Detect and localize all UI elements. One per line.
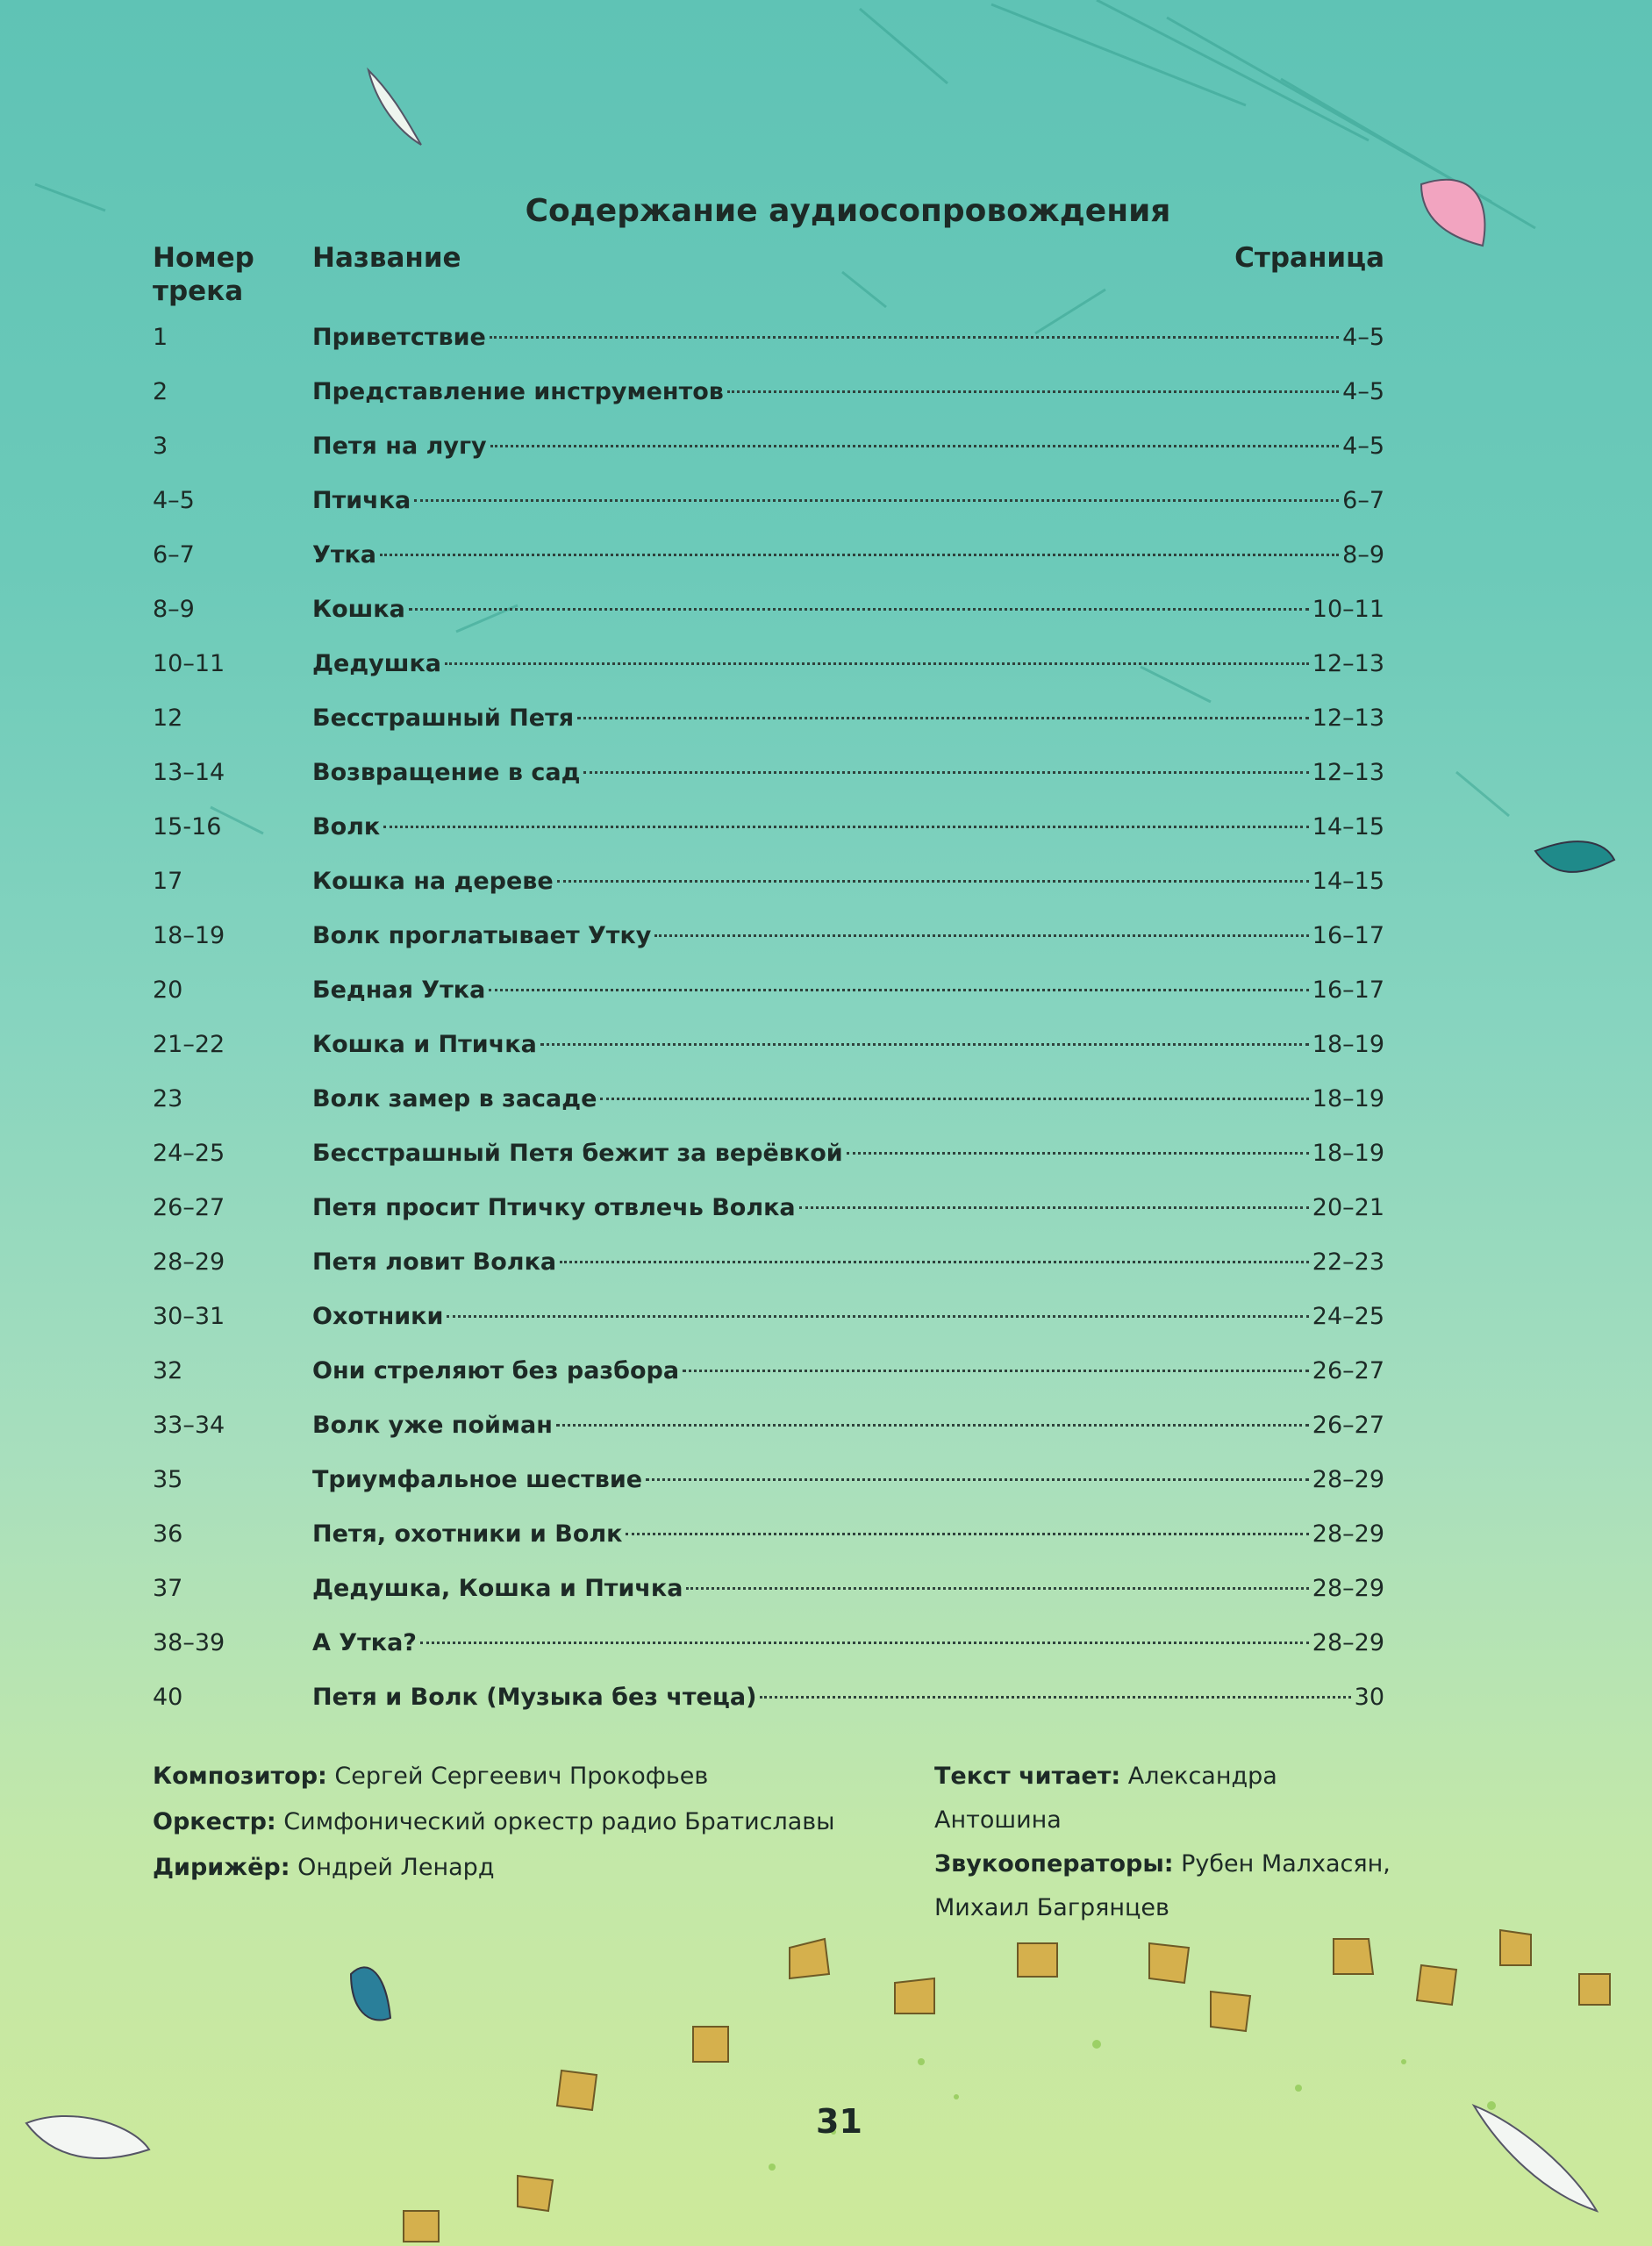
track-page: 28–29 bbox=[1312, 1466, 1384, 1493]
track-row bbox=[153, 588, 1384, 642]
track-name: Приветствие bbox=[312, 324, 486, 351]
track-row bbox=[153, 1349, 1384, 1404]
dot-leader bbox=[490, 445, 1339, 447]
track-page: 12–13 bbox=[1312, 705, 1384, 732]
track-name: Волк замер в засаде bbox=[312, 1085, 597, 1112]
track-page: 26–27 bbox=[1312, 1412, 1384, 1439]
dot-leader bbox=[583, 771, 1308, 774]
credit-label: Текст читает: bbox=[934, 1763, 1121, 1790]
track-name: Бедная Утка bbox=[312, 976, 486, 1004]
track-name: Волк проглатывает Утку bbox=[312, 922, 652, 949]
track-name: Возвращение в сад bbox=[312, 759, 581, 786]
track-row bbox=[153, 1567, 1384, 1621]
dot-leader bbox=[556, 1424, 1309, 1427]
credit-label: Композитор: bbox=[153, 1763, 327, 1790]
track-row bbox=[153, 697, 1384, 751]
track-page: 10–11 bbox=[1312, 596, 1384, 623]
track-number: 28–29 bbox=[153, 1248, 225, 1276]
dot-leader bbox=[577, 717, 1309, 719]
dot-leader bbox=[727, 390, 1339, 393]
dot-leader bbox=[654, 934, 1308, 937]
credit-value: Рубен Малхасян, Михаил Багрянцев bbox=[934, 1850, 1391, 1921]
page-title: Содержание аудиосопровождения bbox=[525, 193, 1171, 229]
track-row bbox=[153, 1404, 1384, 1458]
dot-leader bbox=[626, 1533, 1308, 1535]
dot-leader bbox=[447, 1315, 1308, 1318]
dot-leader bbox=[560, 1261, 1309, 1263]
credit-label: Звукооператоры: bbox=[934, 1850, 1174, 1878]
track-number: 33–34 bbox=[153, 1412, 225, 1439]
track-row bbox=[153, 1513, 1384, 1567]
track-number: 20 bbox=[153, 976, 183, 1004]
track-name: Представление инструментов bbox=[312, 378, 724, 405]
track-number: 13–14 bbox=[153, 759, 225, 786]
track-number: 4–5 bbox=[153, 487, 195, 514]
column-header-page: Страница bbox=[1234, 242, 1384, 274]
dot-leader bbox=[600, 1098, 1308, 1100]
track-number: 32 bbox=[153, 1357, 183, 1384]
credits-left bbox=[153, 1755, 835, 1892]
track-page: 16–17 bbox=[1312, 976, 1384, 1004]
track-name: Петя, охотники и Волк bbox=[312, 1520, 623, 1548]
track-row bbox=[153, 533, 1384, 588]
track-page: 30 bbox=[1354, 1684, 1384, 1711]
dot-leader bbox=[409, 608, 1309, 611]
track-number: 12 bbox=[153, 705, 183, 732]
track-name: Волк bbox=[312, 813, 381, 840]
track-row bbox=[153, 1458, 1384, 1513]
track-page: 18–19 bbox=[1312, 1140, 1384, 1167]
track-page: 4–5 bbox=[1342, 433, 1384, 460]
credit-orchestra bbox=[153, 1800, 835, 1846]
track-name: Дедушка bbox=[312, 650, 441, 677]
track-number: 40 bbox=[153, 1684, 183, 1711]
track-page: 20–21 bbox=[1312, 1194, 1384, 1221]
dot-leader bbox=[686, 1587, 1308, 1590]
credit-value: Симфонический оркестр радио Братиславы bbox=[283, 1808, 835, 1835]
column-header-track: Номер трека bbox=[153, 242, 254, 307]
column-header-name: Название bbox=[312, 242, 461, 274]
track-name: Волк уже пойман bbox=[312, 1412, 553, 1439]
credit-composer bbox=[153, 1755, 835, 1800]
track-number: 17 bbox=[153, 868, 183, 895]
track-number: 3 bbox=[153, 433, 168, 460]
track-page: 14–15 bbox=[1312, 868, 1384, 895]
track-number: 23 bbox=[153, 1085, 183, 1112]
track-row bbox=[153, 1077, 1384, 1132]
track-name: Кошка на дереве bbox=[312, 868, 554, 895]
track-row bbox=[153, 370, 1384, 425]
dot-leader bbox=[414, 499, 1339, 502]
track-name: Кошка bbox=[312, 596, 405, 623]
track-page: 4–5 bbox=[1342, 378, 1384, 405]
track-number: 8–9 bbox=[153, 596, 195, 623]
track-number: 30–31 bbox=[153, 1303, 225, 1330]
page-number: 31 bbox=[816, 2102, 862, 2141]
track-name: А Утка? bbox=[312, 1629, 417, 1656]
track-row bbox=[153, 425, 1384, 479]
dot-leader bbox=[646, 1478, 1309, 1481]
track-page: 18–19 bbox=[1312, 1085, 1384, 1112]
credit-engineers bbox=[934, 1842, 1391, 1930]
credit-label: Дирижёр: bbox=[153, 1854, 290, 1881]
track-name: Бесстрашный Петя bbox=[312, 705, 575, 732]
track-page: 8–9 bbox=[1342, 541, 1384, 569]
track-number: 15-16 bbox=[153, 813, 222, 840]
track-row bbox=[153, 1676, 1384, 1730]
track-number: 26–27 bbox=[153, 1194, 225, 1221]
track-page: 26–27 bbox=[1312, 1357, 1384, 1384]
track-row bbox=[153, 860, 1384, 914]
dot-leader bbox=[420, 1642, 1309, 1644]
track-page: 28–29 bbox=[1312, 1520, 1384, 1548]
track-name: Птичка bbox=[312, 487, 411, 514]
track-name: Петя и Волк (Музыка без чтеца) bbox=[312, 1684, 757, 1711]
track-page: 28–29 bbox=[1312, 1575, 1384, 1602]
credit-value: Ондрей Ленард bbox=[297, 1854, 495, 1881]
track-row bbox=[153, 479, 1384, 533]
track-page: 18–19 bbox=[1312, 1031, 1384, 1058]
track-name: Утка bbox=[312, 541, 377, 569]
track-number: 38–39 bbox=[153, 1629, 225, 1656]
track-page: 24–25 bbox=[1312, 1303, 1384, 1330]
track-name: Петя на лугу bbox=[312, 433, 487, 460]
track-name: Триумфальное шествие bbox=[312, 1466, 643, 1493]
dot-leader bbox=[847, 1152, 1309, 1155]
dot-leader bbox=[489, 989, 1308, 991]
credit-value: Сергей Сергеевич Прокофьев bbox=[334, 1763, 709, 1790]
track-number: 18–19 bbox=[153, 922, 225, 949]
track-row bbox=[153, 805, 1384, 860]
track-number: 24–25 bbox=[153, 1140, 225, 1167]
track-number: 10–11 bbox=[153, 650, 225, 677]
dot-leader bbox=[540, 1043, 1309, 1046]
track-page: 6–7 bbox=[1342, 487, 1384, 514]
track-page: 14–15 bbox=[1312, 813, 1384, 840]
track-page: 4–5 bbox=[1342, 324, 1384, 351]
track-name: Петя просит Птичку отвлечь Волка bbox=[312, 1194, 796, 1221]
track-row bbox=[153, 751, 1384, 805]
track-name: Бесстрашный Петя бежит за верёвкой bbox=[312, 1140, 843, 1167]
track-row bbox=[153, 316, 1384, 370]
dot-leader bbox=[760, 1696, 1350, 1699]
credit-label: Оркестр: bbox=[153, 1808, 276, 1835]
track-row bbox=[153, 914, 1384, 969]
track-row bbox=[153, 1295, 1384, 1349]
track-page: 22–23 bbox=[1312, 1248, 1384, 1276]
track-name: Кошка и Птичка bbox=[312, 1031, 537, 1058]
dot-leader bbox=[380, 554, 1339, 556]
track-name: Они стреляют без разбора bbox=[312, 1357, 680, 1384]
track-number: 1 bbox=[153, 324, 168, 351]
credit-value: Александра Антошина bbox=[934, 1763, 1277, 1834]
dot-leader bbox=[557, 880, 1309, 883]
track-row bbox=[153, 1621, 1384, 1676]
credit-conductor bbox=[153, 1846, 835, 1892]
credit-reader bbox=[934, 1755, 1391, 1842]
dot-leader bbox=[683, 1370, 1309, 1372]
dot-leader bbox=[445, 662, 1309, 665]
track-number: 36 bbox=[153, 1520, 183, 1548]
track-row bbox=[153, 1241, 1384, 1295]
track-page: 16–17 bbox=[1312, 922, 1384, 949]
credits-right bbox=[934, 1755, 1391, 1930]
track-number: 35 bbox=[153, 1466, 183, 1493]
track-page: 12–13 bbox=[1312, 759, 1384, 786]
track-name: Дедушка, Кошка и Птичка bbox=[312, 1575, 683, 1602]
track-row bbox=[153, 642, 1384, 697]
track-row bbox=[153, 1023, 1384, 1077]
dot-leader bbox=[799, 1206, 1309, 1209]
track-number: 21–22 bbox=[153, 1031, 225, 1058]
dot-leader bbox=[490, 336, 1339, 339]
track-list bbox=[153, 316, 1384, 1730]
track-row bbox=[153, 1132, 1384, 1186]
track-name: Охотники bbox=[312, 1303, 444, 1330]
track-number: 6–7 bbox=[153, 541, 195, 569]
track-name: Петя ловит Волка bbox=[312, 1248, 557, 1276]
track-row bbox=[153, 969, 1384, 1023]
track-number: 37 bbox=[153, 1575, 183, 1602]
dot-leader bbox=[383, 826, 1309, 828]
track-page: 28–29 bbox=[1312, 1629, 1384, 1656]
track-page: 12–13 bbox=[1312, 650, 1384, 677]
track-number: 2 bbox=[153, 378, 168, 405]
track-row bbox=[153, 1186, 1384, 1241]
